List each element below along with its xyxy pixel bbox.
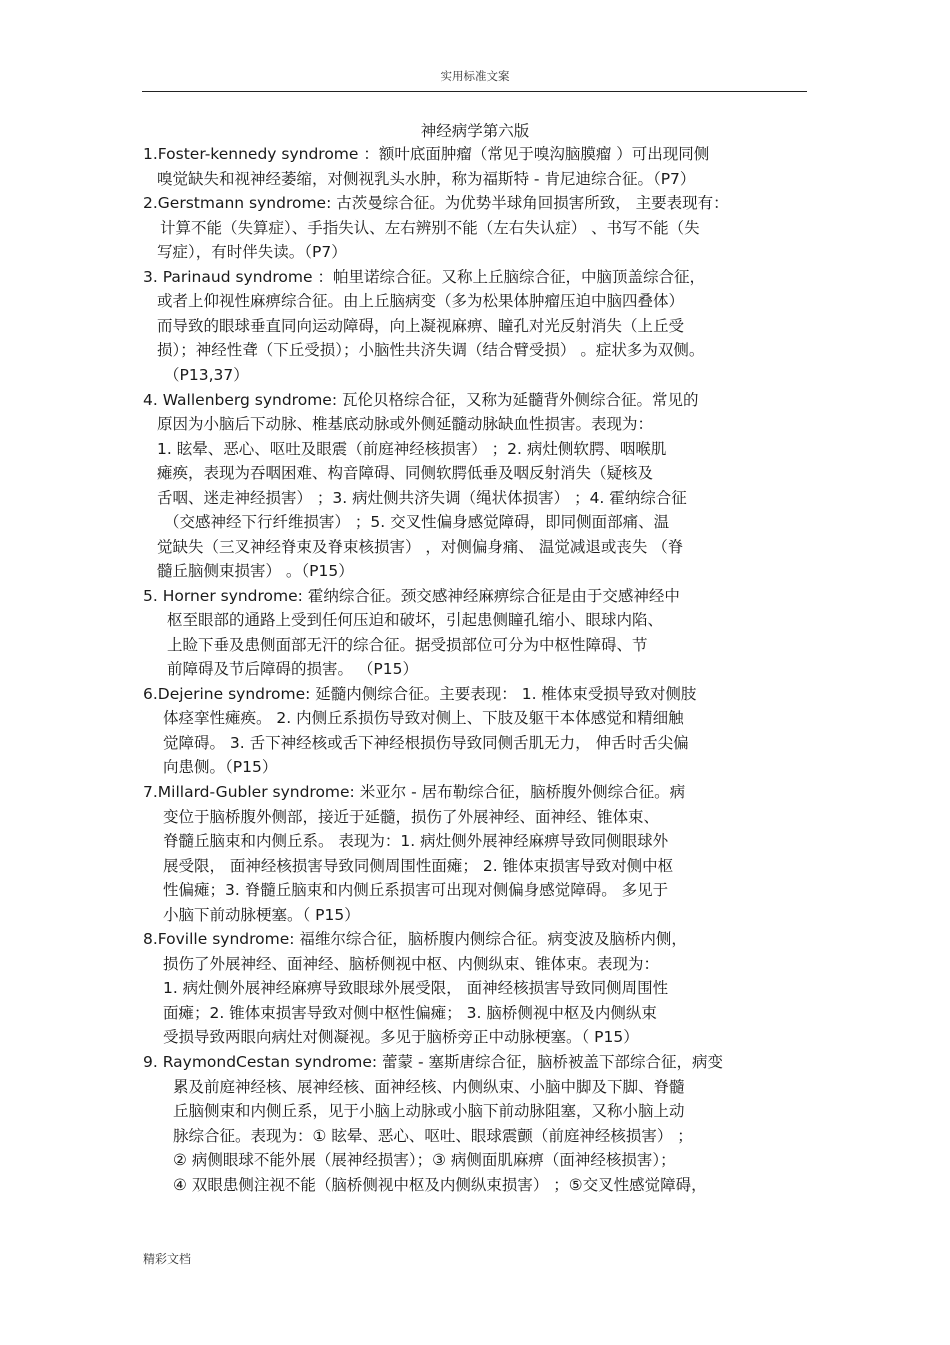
- text-line: 髓丘脑侧束损害） 。（P15）: [157, 562, 354, 580]
- text-line: 累及前庭神经核、展神经核、面神经核、内侧纵束、小脑中脚及下脚、脊髓: [173, 1078, 685, 1096]
- text-line: 枢至眼部的通路上受到任何压迫和破坏，引起患侧瞳孔缩小、眼球内陷、: [167, 611, 664, 629]
- header-rule: [142, 91, 807, 92]
- text-line: 损伤了外展神经、面神经、脑桥侧视中枢、内侧纵束、锥体束。表现为：: [163, 955, 660, 973]
- text-line: 计算不能（失算症）、手指失认、左右辨别不能（左右失认症） 、书写不能（失: [160, 219, 700, 237]
- text-line: 而导致的眼球垂直同向运动障碍，向上凝视麻痹、瞳孔对光反射消失（上丘受: [157, 317, 685, 335]
- text-line: 前障碍及节后障碍的损害。 （P15）: [167, 660, 418, 678]
- text-line: 觉缺失（三叉神经脊束及脊束核损害） ，对侧偏身痛、 温觉减退或丧失 （脊: [157, 538, 684, 556]
- text-line: 变位于脑桥腹外侧部，接近于延髓，损伤了外展神经、面神经、锥体束、: [163, 808, 660, 826]
- text-line: 8.Foville syndrome: 福维尔综合征，脑桥腹内侧综合征。病变波及脑桥内侧，: [143, 930, 687, 948]
- page-footer: 精彩文档: [143, 1252, 192, 1266]
- text-line: 脉综合征。表现为：① 眩晕、恶心、呕吐、眼球震颤（前庭神经核损害） ；: [173, 1127, 693, 1145]
- text-line: ④ 双眼患侧注视不能（脑桥侧视中枢及内侧纵束损害） ；⑤交叉性感觉障碍，: [173, 1176, 707, 1194]
- text-line: （P13,37）: [164, 366, 249, 384]
- text-line: 觉障碍。 3. 舌下神经核或舌下神经根损伤导致同侧舌肌无力， 伸舌时舌尖偏: [163, 734, 689, 752]
- text-line: 上睑下垂及患侧面部无汗的综合征。据受损部位可分为中枢性障碍、节: [167, 636, 648, 654]
- text-line: 1. 眩晕、恶心、呕吐及眼震（前庭神经核损害） ；2. 病灶侧软腭、咽喉肌: [157, 440, 667, 458]
- text-line: 3. Parinaud syndrome ：帕里诺综合征。又称上丘脑综合征，中脑顶盖综合征，: [143, 268, 705, 286]
- text-line: 面瘫；2. 锥体束损害导致对侧中枢性偏瘫； 3. 脑桥侧视中枢及内侧纵束: [163, 1004, 657, 1022]
- text-line: 6.Dejerine syndrome: 延髓内侧综合征。主要表现： 1. 椎体束受损导致对侧肢: [143, 685, 697, 703]
- text-line: 丘脑侧束和内侧丘系，见于小脑上动脉或小脑下前动脉阻塞，又称小脑上动: [173, 1102, 685, 1120]
- text-line: 小脑下前动脉梗塞。（ P15）: [163, 906, 360, 924]
- text-line: 原因为小脑后下动脉、椎基底动脉或外侧延髓动脉缺血性损害。表现为：: [157, 415, 654, 433]
- text-line: 舌咽、迷走神经损害） ；3. 病灶侧共济失调（绳状体损害） ；4. 霍纳综合征: [157, 489, 687, 507]
- document-title: 神经病学第六版: [420, 122, 530, 140]
- text-line: 向患侧。（P15）: [163, 758, 278, 776]
- text-line: 或者上仰视性麻痹综合征。由上丘脑病变（多为松果体肿瘤压迫中脑四叠体）: [157, 292, 685, 310]
- text-line: （交感神经下行纤维损害） ；5. 交叉性偏身感觉障碍，即同侧面部痛、温: [164, 513, 670, 531]
- text-line: 瘫痪，表现为吞咽困难、构音障碍、同侧软腭低垂及咽反射消失（疑核及: [157, 464, 654, 482]
- text-line: 2.Gerstmann syndrome: 古茨曼综合征。为优势半球角回损害所致， 主要表现有：: [143, 194, 729, 212]
- page-header: 实用标准文案: [440, 69, 510, 83]
- text-line: 体痉挛性瘫痪。 2. 内侧丘系损伤导致对侧上、下肢及躯干本体感觉和精细触: [163, 709, 684, 727]
- text-line: 受损导致两眼向病灶对侧凝视。多见于脑桥旁正中动脉梗塞。（ P15）: [163, 1028, 639, 1046]
- text-line: 写症），有时伴失读。（P7）: [157, 243, 347, 261]
- text-line: 性偏瘫；3. 脊髓丘脑束和内侧丘系损害可出现对侧偏身感觉障碍。 多见于: [163, 881, 669, 899]
- text-line: 1. 病灶侧外展神经麻痹导致眼球外展受限， 面神经核损害导致同侧周围性: [163, 979, 669, 997]
- text-line: 展受限， 面神经核损害导致同侧周围性面瘫； 2. 锥体束损害导致对侧中枢: [163, 857, 674, 875]
- text-line: 脊髓丘脑束和内侧丘系。 表现为：1. 病灶侧外展神经麻痹导致同侧眼球外: [163, 832, 669, 850]
- text-line: 损）；神经性聋（下丘受损）；小脑性共济失调（结合臂受损） 。症状多为双侧。: [157, 341, 705, 359]
- text-line: 嗅觉缺失和视神经萎缩，对侧视乳头水肿，称为福斯特 - 肯尼迪综合征。（P7）: [157, 170, 696, 188]
- text-line: 4. Wallenberg syndrome: 瓦伦贝格综合征，又称为延髓背外侧综合征。常见的: [143, 391, 699, 409]
- text-line: 1.Foster-kennedy syndrome ：额叶底面肿瘤（常见于嗅沟脑膜瘤 ）可出现同侧: [143, 145, 710, 163]
- text-line: ② 病侧眼球不能外展（展神经损害）；③ 病侧面肌麻痹（面神经核损害）；: [173, 1151, 676, 1169]
- text-line: 5. Horner syndrome: 霍纳综合征。颈交感神经麻痹综合征是由于交感神经中: [143, 587, 680, 605]
- text-line: 7.Millard-Gubler syndrome: 米亚尔 - 居布勒综合征，脑桥腹外侧综合征。病: [143, 783, 686, 801]
- text-line: 9. RaymondCestan syndrome: 蕾蒙 - 塞斯唐综合征，脑桥被盖下部综合征，病变: [143, 1053, 723, 1071]
